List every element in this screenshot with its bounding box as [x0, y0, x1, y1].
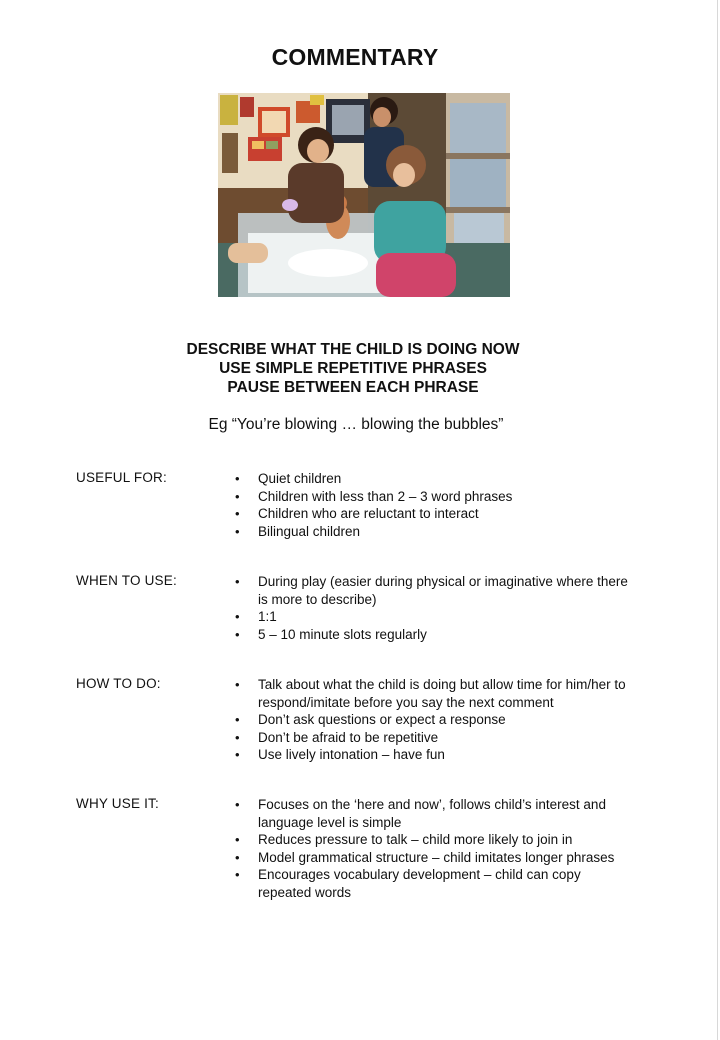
list-item: • 5 – 10 minute slots regularly — [234, 626, 634, 644]
section-label: WHY USE IT: — [76, 796, 159, 811]
list-item: • Encourages vocabulary development – child can copy repeated words — [234, 866, 634, 901]
bullet-list — [234, 470, 634, 540]
section-label: WHEN TO USE: — [76, 573, 177, 588]
bullet-list — [234, 573, 634, 643]
instruction-line: PAUSE BETWEEN EACH PHRASE — [227, 379, 479, 396]
key-instructions — [0, 340, 706, 397]
list-item: • Focuses on the ‘here and now’, follows child’s interest and language level is simple — [234, 796, 634, 831]
list-item: • 1:1 — [234, 608, 634, 626]
list-item: • During play (easier during physical or imaginative where there is more to describe) — [234, 573, 634, 608]
bullet-list — [234, 676, 634, 764]
instruction-line: DESCRIBE WHAT THE CHILD IS DOING NOW — [186, 341, 520, 358]
list-item: • Don’t be afraid to be repetitive — [234, 729, 634, 747]
bullet-list — [234, 796, 634, 901]
page-edge — [717, 0, 718, 1040]
list-item: • Don’t ask questions or expect a response — [234, 711, 634, 729]
list-item: • Talk about what the child is doing but allow time for him/her to respond/imitate before you say the next comment — [234, 676, 634, 711]
page-title: COMMENTARY — [271, 44, 439, 70]
list-item: • Use lively intonation – have fun — [234, 746, 634, 764]
list-item: • Children with less than 2 – 3 word phrases — [234, 488, 634, 506]
list-item: • Bilingual children — [234, 523, 634, 541]
list-item: • Quiet children — [234, 470, 634, 488]
list-item: • Model grammatical structure – child imitates longer phrases — [234, 849, 634, 867]
classroom-photo — [218, 93, 510, 297]
list-item: • Children who are reluctant to interact — [234, 505, 634, 523]
example-phrase: Eg “You’re blowing … blowing the bubbles” — [208, 416, 504, 433]
instruction-line: USE SIMPLE REPETITIVE PHRASES — [219, 360, 487, 377]
section-label: HOW TO DO: — [76, 676, 161, 691]
section-label: USEFUL FOR: — [76, 470, 167, 485]
list-item: • Reduces pressure to talk – child more likely to join in — [234, 831, 634, 849]
classroom-photo-illustration — [218, 93, 510, 297]
